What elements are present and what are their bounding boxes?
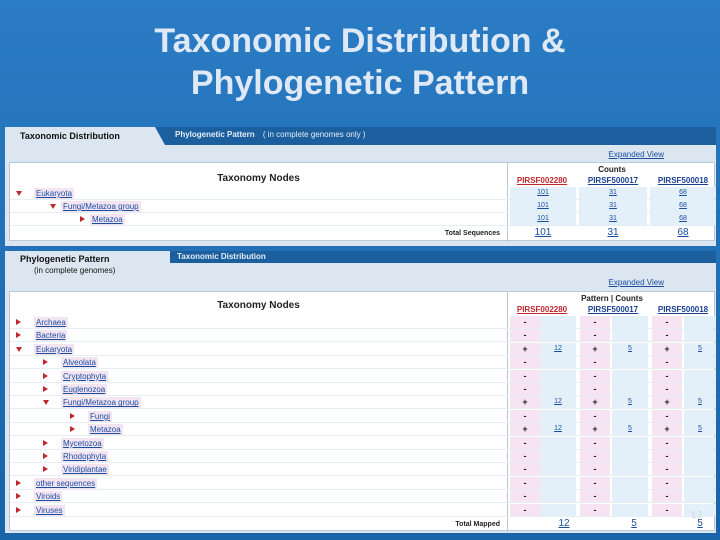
pirsf-link[interactable]: PIRSF002280 — [516, 176, 568, 185]
pirsf-link[interactable]: PIRSF500018 — [657, 305, 709, 314]
table-row — [10, 200, 714, 213]
triangle-right-icon[interactable] — [16, 332, 21, 338]
count-cell[interactable]: 5 — [612, 423, 648, 435]
pattern-cell: - — [580, 437, 610, 449]
pattern-cell: + — [580, 423, 610, 435]
taxonomy-node-link[interactable]: Bacteria — [36, 331, 66, 341]
pattern-cell: - — [580, 450, 610, 462]
triangle-right-icon[interactable] — [43, 466, 48, 472]
slide-title-line1: Taxonomic Distribution & — [154, 22, 566, 60]
table-row — [10, 463, 714, 476]
panel1-tab-bar — [5, 127, 716, 145]
count-cell[interactable] — [612, 477, 648, 489]
count-cell[interactable] — [612, 437, 648, 449]
pattern-cell: - — [652, 329, 682, 341]
pattern-cell: + — [510, 423, 540, 435]
count-cell[interactable] — [540, 463, 576, 475]
triangle-right-icon[interactable] — [43, 359, 48, 365]
count-cell[interactable] — [540, 504, 576, 516]
taxonomy-nodes-header: Taxonomy Nodes — [217, 173, 300, 184]
taxonomy-node-link[interactable]: Viridiplantae — [63, 465, 107, 475]
pattern-cell: - — [652, 490, 682, 502]
count-cell[interactable]: 5 — [612, 343, 648, 355]
count-cell[interactable]: 5 — [684, 396, 716, 408]
total-count[interactable]: 5 — [631, 518, 637, 529]
taxonomy-node-link[interactable]: Euglenozoa — [63, 385, 106, 394]
table-row — [10, 329, 714, 342]
pattern-cell: - — [510, 437, 540, 449]
triangle-down-icon[interactable] — [16, 191, 22, 196]
count-cell[interactable] — [612, 370, 648, 382]
panel2-tab-bar — [5, 251, 716, 281]
pattern-cell: - — [580, 356, 610, 368]
pattern-cell: - — [510, 383, 540, 395]
table-row — [10, 213, 714, 226]
pattern-cell: - — [510, 329, 540, 341]
triangle-right-icon[interactable] — [16, 319, 21, 325]
triangle-right-icon[interactable] — [43, 386, 48, 392]
pattern-cell: - — [510, 504, 540, 516]
panel2-body — [5, 278, 716, 533]
triangle-right-icon[interactable] — [16, 493, 21, 499]
triangle-right-icon[interactable] — [70, 413, 75, 419]
total-mapped-label: Total Mapped — [455, 521, 500, 528]
taxonomy-nodes-header: Taxonomy Nodes — [217, 300, 300, 311]
taxonomy-node-link[interactable]: Mycetozoa — [63, 438, 102, 448]
pattern-cell: - — [580, 383, 610, 395]
count-cell[interactable] — [540, 316, 576, 328]
table-row — [10, 490, 714, 503]
total-count[interactable]: 5 — [697, 518, 703, 529]
pattern-cell: - — [580, 490, 610, 502]
triangle-down-icon[interactable] — [43, 400, 49, 405]
pattern-cell: - — [510, 450, 540, 462]
pattern-cell: - — [510, 356, 540, 368]
pirsf-link[interactable]: PIRSF500017 — [587, 176, 639, 185]
taxonomy-node-link[interactable]: Cryptophyta — [63, 371, 107, 381]
count-cell[interactable] — [540, 370, 576, 382]
pirsf-link[interactable]: PIRSF500018 — [657, 176, 709, 185]
taxonomy-node-link[interactable]: Archaea — [36, 318, 66, 327]
tab-label: Phylogenetic Pattern — [175, 130, 255, 139]
taxonomy-node-link[interactable]: Eukaryota — [36, 344, 73, 354]
slide-title — [0, 20, 720, 104]
pattern-cell: - — [580, 316, 610, 328]
pattern-cell: - — [652, 356, 682, 368]
taxonomic-distribution-panel — [5, 127, 716, 246]
taxonomy-node-link[interactable]: Metazoa — [92, 215, 123, 224]
count-cell[interactable] — [684, 356, 716, 368]
count-cell[interactable]: 68 — [650, 187, 716, 199]
phylogenetic-pattern-table — [9, 291, 715, 531]
count-cell[interactable]: 68 — [650, 200, 716, 212]
table-row — [10, 316, 714, 329]
taxonomy-node-link[interactable]: Eukaryota — [36, 189, 73, 198]
table-row — [10, 187, 714, 200]
count-cell[interactable] — [612, 356, 648, 368]
panel1-body — [5, 145, 716, 246]
pattern-cell: - — [580, 329, 610, 341]
pirsf-link[interactable]: PIRSF500017 — [587, 305, 639, 314]
taxonomy-node-link[interactable]: Viruses — [36, 505, 63, 515]
totals-row — [10, 227, 714, 240]
tab-taxonomic-distribution[interactable] — [5, 127, 155, 145]
total-count[interactable]: 12 — [558, 518, 570, 529]
count-cell[interactable]: 5 — [684, 343, 716, 355]
pattern-cell: - — [652, 437, 682, 449]
taxonomy-node-link[interactable]: Fungi — [90, 411, 111, 421]
pattern-cell: - — [652, 383, 682, 395]
pattern-cell: + — [580, 396, 610, 408]
count-cell[interactable] — [684, 329, 716, 341]
pattern-cell: - — [652, 370, 682, 382]
pattern-cell: - — [652, 316, 682, 328]
triangle-right-icon[interactable] — [43, 440, 48, 446]
pattern-cell: - — [580, 463, 610, 475]
tab-label: Phylogenetic Pattern — [20, 254, 110, 264]
count-cell[interactable]: 31 — [579, 213, 647, 225]
triangle-down-icon[interactable] — [50, 204, 56, 209]
total-sequences-label: Total Sequences — [444, 230, 500, 237]
count-cell[interactable] — [684, 316, 716, 328]
count-cell[interactable] — [684, 490, 716, 502]
total-count[interactable]: 101 — [534, 227, 552, 238]
count-cell[interactable]: 101 — [510, 200, 576, 212]
count-cell[interactable] — [612, 410, 648, 422]
table-row — [10, 477, 714, 490]
pattern-cell: - — [510, 463, 540, 475]
pattern-cell: + — [510, 343, 540, 355]
taxonomy-node-link[interactable]: Alveolata — [63, 358, 96, 368]
count-cell[interactable] — [612, 463, 648, 475]
count-cell[interactable] — [612, 329, 648, 341]
taxonomy-counts-table — [9, 162, 715, 241]
taxonomy-node-link[interactable]: Viroids — [36, 492, 61, 502]
pattern-cell: + — [652, 396, 682, 408]
count-cell[interactable] — [684, 463, 716, 475]
count-cell[interactable] — [612, 490, 648, 502]
count-cell[interactable] — [540, 437, 576, 449]
count-cell[interactable] — [612, 504, 648, 516]
pattern-cell: - — [580, 410, 610, 422]
count-cell[interactable]: 5 — [684, 423, 716, 435]
count-cell[interactable] — [684, 383, 716, 395]
table-row — [10, 410, 714, 423]
table-row — [10, 396, 714, 409]
pattern-cell: - — [510, 316, 540, 328]
pirsf-link[interactable]: PIRSF002280 — [516, 305, 568, 314]
triangle-right-icon[interactable] — [80, 216, 85, 222]
triangle-right-icon[interactable] — [16, 480, 21, 486]
pattern-cell: - — [580, 370, 610, 382]
triangle-right-icon[interactable] — [70, 426, 75, 432]
count-cell[interactable]: 68 — [650, 213, 716, 225]
count-cell[interactable]: 101 — [510, 187, 576, 199]
expanded-view-link[interactable]: Expanded View — [608, 278, 664, 287]
table-row — [10, 437, 714, 450]
taxonomy-node-link[interactable]: Rhodophyta — [63, 452, 107, 461]
table-row — [10, 356, 714, 369]
table-row — [10, 370, 714, 383]
slide-page-number: 13 — [691, 510, 703, 521]
count-cell[interactable] — [540, 477, 576, 489]
pattern-cell: + — [510, 396, 540, 408]
count-cell[interactable]: 12 — [540, 396, 576, 408]
pattern-cell: - — [510, 490, 540, 502]
count-cell[interactable]: 101 — [510, 213, 576, 225]
count-cell[interactable] — [684, 410, 716, 422]
count-cell[interactable] — [684, 437, 716, 449]
count-cell[interactable] — [612, 316, 648, 328]
tab-phylogenetic-pattern[interactable] — [175, 127, 366, 145]
pattern-cell: - — [652, 463, 682, 475]
pattern-cell: - — [510, 370, 540, 382]
count-cell[interactable] — [612, 450, 648, 462]
triangle-down-icon[interactable] — [16, 347, 22, 352]
taxonomy-node-link[interactable]: Metazoa — [90, 425, 121, 435]
table-row — [10, 343, 714, 356]
pattern-cell: + — [580, 343, 610, 355]
count-cell[interactable] — [540, 410, 576, 422]
pattern-cell: - — [510, 477, 540, 489]
expanded-view-link[interactable]: Expanded View — [608, 150, 664, 159]
count-cell[interactable] — [540, 490, 576, 502]
count-cell[interactable]: 31 — [579, 200, 647, 212]
count-cell[interactable] — [684, 477, 716, 489]
phylogenetic-pattern-panel — [5, 251, 716, 533]
count-cell[interactable]: 12 — [540, 423, 576, 435]
taxonomy-node-link[interactable]: Fungi/Metazoa group — [63, 202, 139, 211]
pattern-cell: + — [652, 423, 682, 435]
tab-sublabel: (in complete genomes) — [34, 266, 116, 275]
triangle-right-icon[interactable] — [43, 373, 48, 379]
count-cell[interactable]: 5 — [612, 396, 648, 408]
count-cell[interactable] — [540, 450, 576, 462]
table-row — [10, 383, 714, 396]
triangle-right-icon[interactable] — [43, 453, 48, 459]
totals-row — [10, 517, 714, 530]
triangle-right-icon[interactable] — [16, 507, 21, 513]
count-cell[interactable] — [684, 370, 716, 382]
tab-label: Taxonomic Distribution — [20, 131, 120, 141]
count-cell[interactable] — [540, 356, 576, 368]
pattern-cell: - — [652, 477, 682, 489]
pattern-cell: - — [652, 450, 682, 462]
pattern-cell: + — [652, 343, 682, 355]
pattern-cell: - — [510, 410, 540, 422]
pattern-counts-header: Pattern | Counts — [581, 294, 643, 303]
count-cell[interactable] — [612, 383, 648, 395]
total-count[interactable]: 68 — [677, 227, 689, 238]
pattern-cell: - — [652, 504, 682, 516]
count-cell[interactable]: 12 — [540, 343, 576, 355]
count-cell[interactable] — [540, 329, 576, 341]
pattern-cell: - — [580, 477, 610, 489]
table-row — [10, 423, 714, 436]
count-cell[interactable]: 31 — [579, 187, 647, 199]
taxonomy-node-link[interactable]: other sequences — [36, 478, 96, 488]
pattern-cell: - — [652, 410, 682, 422]
total-count[interactable]: 31 — [607, 227, 619, 238]
tab-sublabel: ( in complete genomes only ) — [262, 130, 366, 139]
table-row — [10, 450, 714, 463]
pattern-cell: - — [580, 504, 610, 516]
tab-phylogenetic-pattern[interactable] — [5, 251, 170, 281]
counts-header: Counts — [598, 165, 626, 174]
slide-title-line2: Phylogenetic Pattern — [190, 64, 530, 102]
count-cell[interactable] — [684, 450, 716, 462]
table-row — [10, 504, 714, 517]
taxonomy-node-link[interactable]: Fungi/Metazoa group — [63, 398, 139, 408]
tab-label: Taxonomic Distribution — [177, 252, 266, 261]
count-cell[interactable] — [540, 383, 576, 395]
